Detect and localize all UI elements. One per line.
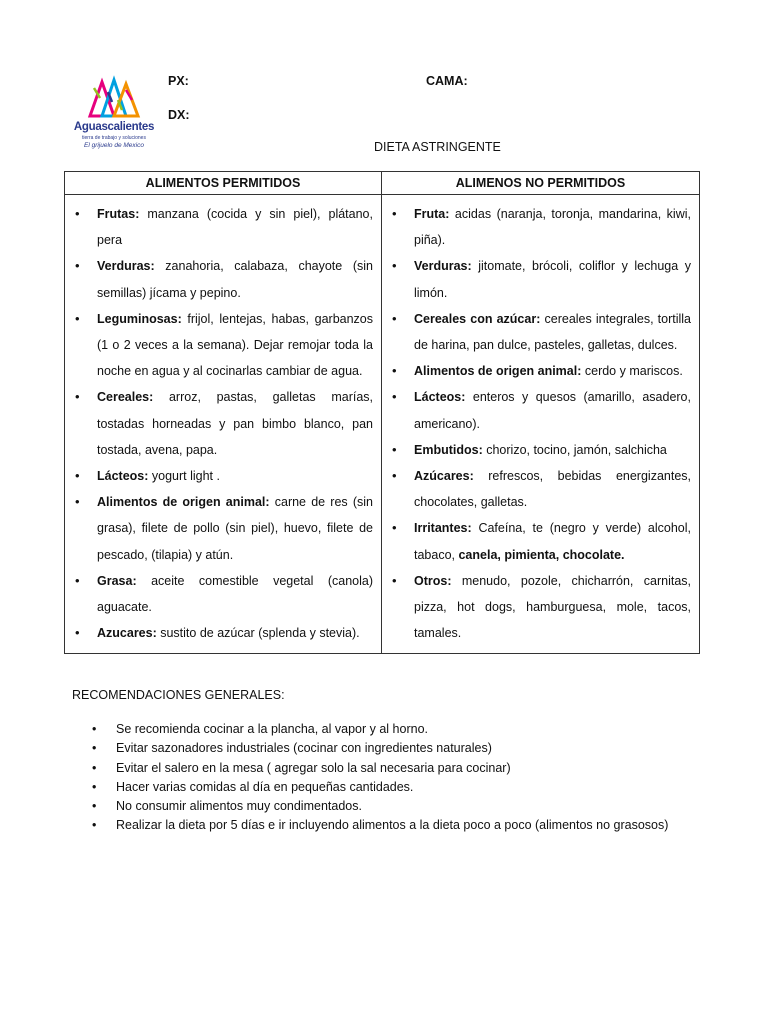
allowed-item: • Cereales: arroz, pastas, galletas marías, tostadas horneadas y pan bimbo blanco, pan tostada, avena, papa. [73,384,373,463]
recommendation-item: • Se recomienda cocinar a la plancha, al vapor y al horno. [92,720,668,739]
allowed-item: • Lácteos: yogurt light . [73,463,373,489]
recommendation-item: • Evitar sazonadores industriales (cocinar con ingredientes naturales) [92,739,668,758]
not-allowed-item: • Verduras: jitomate, brócoli, coliflor y lechuga y limón. [390,253,691,305]
recommendations-list [92,720,668,836]
allowed-item: • Leguminosas: frijol, lentejas, habas, garbanzos (1 o 2 veces a la semana). Dejar remojar toda la noche en agua y al cocinarlas cambiar de agua. [73,306,373,385]
allowed-item: • Frutas: manzana (cocida y sin piel), plátano, pera [73,201,373,253]
logo-name: Aguascalientes [73,121,155,133]
cama-label: CAMA: [426,74,468,88]
recommendations-title: RECOMENDACIONES GENERALES: [72,688,285,702]
aguascalientes-logo [68,74,160,154]
not-allowed-item: • Otros: menudo, pozole, chicharrón, carnitas, pizza, hot dogs, hamburguesa, mole, tacos, tamales. [390,568,691,647]
not-allowed-list [390,201,691,646]
logo-emblem-icon [68,74,160,120]
not-allowed-cell [382,195,700,654]
not-allowed-item: • Irritantes: Cafeína, te (negro y verde) alcohol, tabaco, canela, pimienta, chocolate. [390,515,691,567]
allowed-item: • Verduras: zanahoria, calabaza, chayote (sin semillas) jícama y pepino. [73,253,373,305]
allowed-item: • Azucares: sustito de azúcar (splenda y stevia). [73,620,373,646]
recommendation-item: • Realizar la dieta por 5 días e ir incluyendo alimentos a la dieta poco a poco (alimentos no grasosos) [92,816,668,835]
recommendation-item: • Hacer varias comidas al día en pequeñas cantidades. [92,778,668,797]
not-allowed-item: • Fruta: acidas (naranja, toronja, mandarina, kiwi, piña). [390,201,691,253]
allowed-item: • Alimentos de origen animal: carne de res (sin grasa), filete de pollo (sin piel), huevo, filete de pescado, (tilapia) y atún. [73,489,373,568]
document-title: DIETA ASTRINGENTE [374,140,501,154]
diet-table [64,171,700,654]
logo-slogan: El grijuelo de Mexico [84,142,144,149]
allowed-cell [65,195,382,654]
logo-tagline: tierra de trabajo y soluciones [82,135,146,141]
px-label: PX: [168,74,189,88]
not-allowed-item: • Azúcares: refrescos, bebidas energizantes, chocolates, galletas. [390,463,691,515]
recommendation-item: • No consumir alimentos muy condimentados. [92,797,668,816]
table-header-row [65,172,700,195]
recommendation-item: • Evitar el salero en la mesa ( agregar solo la sal necesaria para cocinar) [92,759,668,778]
not-allowed-header: ALIMENOS NO PERMITIDOS [382,172,700,195]
allowed-header: ALIMENTOS PERMITIDOS [65,172,382,195]
not-allowed-item: • Cereales con azúcar: cereales integrales, tortilla de harina, pan dulce, pasteles, galletas, dulces. [390,306,691,358]
not-allowed-item: • Alimentos de origen animal: cerdo y mariscos. [390,358,691,384]
dx-label: DX: [168,108,190,122]
allowed-list [73,201,373,646]
not-allowed-item: • Lácteos: enteros y quesos (amarillo, asadero, americano). [390,384,691,436]
table-body-row [65,195,700,654]
not-allowed-item: • Embutidos: chorizo, tocino, jamón, salchicha [390,437,691,463]
allowed-item: • Grasa: aceite comestible vegetal (canola) aguacate. [73,568,373,620]
